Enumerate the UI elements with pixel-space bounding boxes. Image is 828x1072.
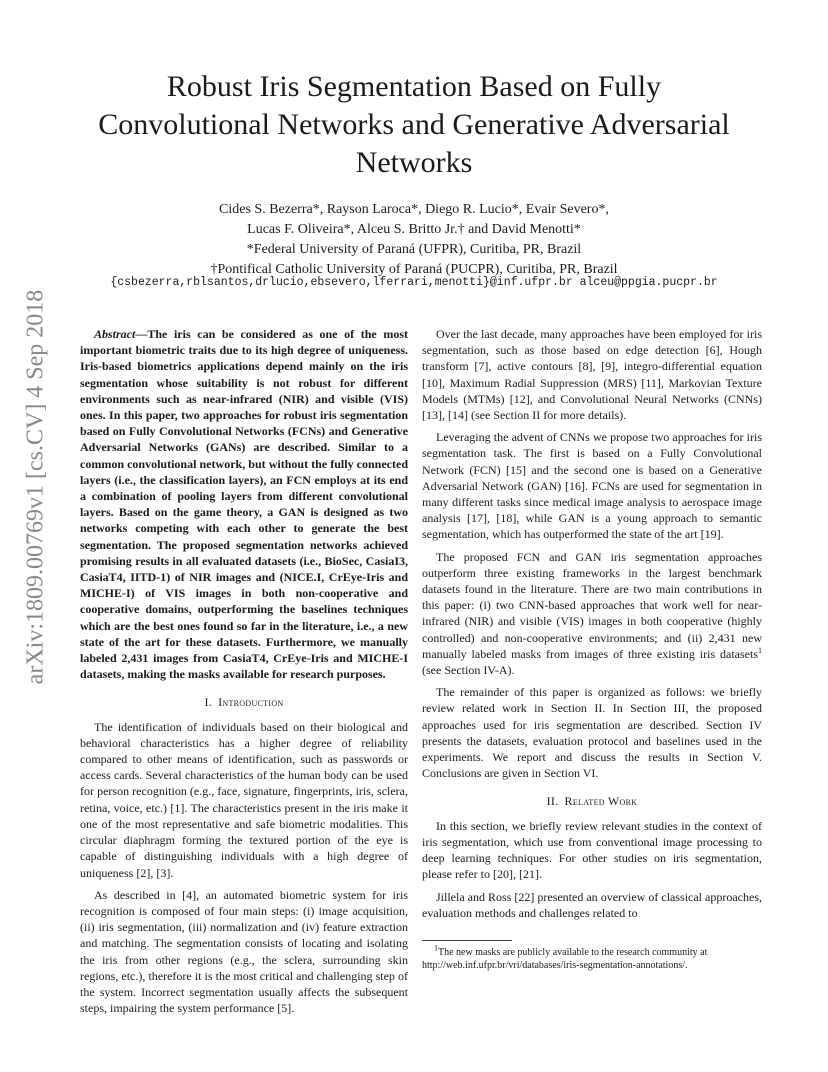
author-line-2: Lucas F. Oliveira*, Alceu S. Britto Jr.† and David Menotti* xyxy=(247,222,581,237)
paper-title: Robust Iris Segmentation Based on Fully Convolutional Networks and Generative Adversarial Networks xyxy=(98,70,730,179)
abstract-label: Abstract xyxy=(94,327,136,341)
arxiv-identifier: arXiv:1809.00769v1 [cs.CV] 4 Sep 2018 xyxy=(22,289,49,685)
footnote: $^1$The new masks are publicly available to the research community at http://web.inf.ufpr.br/vri/databases/iris-segmentation-annotations/. xyxy=(422,943,708,971)
affiliation-2: †Pontifical Catholic University of Paraná (PUCPR), Curitiba, PR, Brazil xyxy=(210,262,618,277)
footnote-marker: 1 xyxy=(758,645,762,655)
author-block xyxy=(90,200,738,280)
author-emails: {csbezerra,rblsantos,drlucio,ebsevero,lferrari,menotti}@inf.ufpr.br alceu@ppgia.pucpr.br xyxy=(110,276,718,289)
footnote-divider xyxy=(422,940,512,941)
right-column xyxy=(422,326,762,927)
section-heading-introduction: I. Introduction xyxy=(204,695,284,710)
arxiv-sidebar-stamp xyxy=(16,289,56,685)
intro-paragraph: As described in [4], an automated biometric system for iris recognition is composed of four main steps: (i) image acquisition, (ii) iris segmentation, (iii) normalization and (iv) feature extraction and matching. The segmentation consists of locating and isolating the iris from other regions (e.g., the sclera, surrounding skin regions, etc.), therefore it is the most critical and challenging step of the system. Incorrect segmentation usually affects the subsequent steps, impairing the system performance [5]. xyxy=(80,887,408,1016)
section-heading-related-work: II. Related Work xyxy=(546,794,638,809)
related-paragraph: In this section, we briefly review relevant studies in the context of iris segmentation, which use from conventional image processing to deep learning techniques. For other studies on iris segmentation, please refer to [20], [21]. xyxy=(422,818,762,882)
related-paragraph: Jillela and Ross [22] presented an overview of classical approaches, evaluation methods and challenges related to xyxy=(422,889,762,920)
intro-paragraph: Over the last decade, many approaches have been employed for iris segmentation, such as those based on edge detection [6], Hough transform [7], active contours [8], [9], integro-differential equation [10], Maximum Radial Suppression (MRS) [11], Markovian Texture Models (MTMs) [12], and Convolutional Neural Networks (CNNs) [13], [14] (see Section II for more details). xyxy=(422,327,762,423)
abstract xyxy=(80,326,408,682)
author-line-1: Cides S. Bezerra*, Rayson Laroca*, Diego R. Lucio*, Evair Severo*, xyxy=(219,202,609,217)
intro-paragraph: Leveraging the advent of CNNs we propose two approaches for iris segmentation task. The first is based on a Fully Convolutional Network (FCN) [15] and the second one is based on a Generative Adversarial Network (GAN) [16]. FCNs are used for segmentation in many different tasks since medical image analysis to aerospace image analysis [17], [18], while GAN is a young approach to semantic segmentation, which has outperformed the state of the art [19]. xyxy=(422,430,762,542)
affiliation-1: *Federal University of Paraná (UFPR), Curitiba, PR, Brazil xyxy=(246,242,582,257)
abstract-text: —The iris can be considered as one of the most important biometric traits due to its high degree of uniqueness. Iris-based biometrics applications depend mainly on the iris segmentation whose suitability is not robust for different environments such as near-infrared (NIR) and visible (VIS) ones. In this paper, two approaches for robust iris segmentation based on Fully Convolutional Networks (FCNs) and Generative Adversarial Networks (GANs) are described. Similar to a common convolutional network, but without the fully connected layers (i.e., the classification layers), an FCN employs at its end a combination of pooling layers from different convolutional layers. Based on the game theory, a GAN is designed as two networks competing with each other to generate the best segmentation. The proposed segmentation networks achieved promising results in all evaluated datasets (i.e., BioSec, CasiaI3, CasiaT4, IITD-1) of NIR images and (NICE.I, CrEye-Iris and MICHE-I) of VIS images in both non-cooperative and cooperative domains, outperforming the baselines techniques which are the best ones found so far in the literature, i.e., a new state of the art for these datasets. Furthermore, we manually labeled 2,431 images from CasiaT4, CrEye-Iris and MICHE-I datasets, making the masks available for research purposes. xyxy=(80,327,408,682)
intro-paragraph: The identification of individuals based on their biological and behavioral characteristics has a higher degree of reliability compared to other means of identification, such as passwords or access cards. Several characteristics of the human body can be used for person recognition (e.g., face, signature, fingerprints, iris, sclera, retina, voice, etc.) [1]. The characteristics present in the iris make it one of the most representative and safe biometric modalities. This circular diaphragm forming the textured portion of the eye is capable of distinguishing individuals with a high degree of uniqueness [2], [3]. xyxy=(80,719,408,880)
intro-paragraph: The proposed FCN and GAN iris segmentation approaches outperform three existing frameworks in the largest benchmark datasets found in the literature. There are two main contributions in this paper: (i) two CNN-based approaches that work well for near-infrared (NIR) and visible (VIS) images in both cooperative (highly controlled) and non-cooperative environments; and (ii) 2,431 new manually labeled masks from images of three existing iris datasets$^1$ (see Section IV-A). xyxy=(422,549,762,678)
intro-paragraph: The remainder of this paper is organized as follows: we briefly review related work in Section II. In Section III, the proposed approaches used for iris segmentation are described. Section IV presents the datasets, evaluation protocol and baselines used in the experiments. We report and discuss the results in Section V. Conclusions are given in Section VI. xyxy=(422,685,762,781)
left-column xyxy=(80,326,408,1022)
